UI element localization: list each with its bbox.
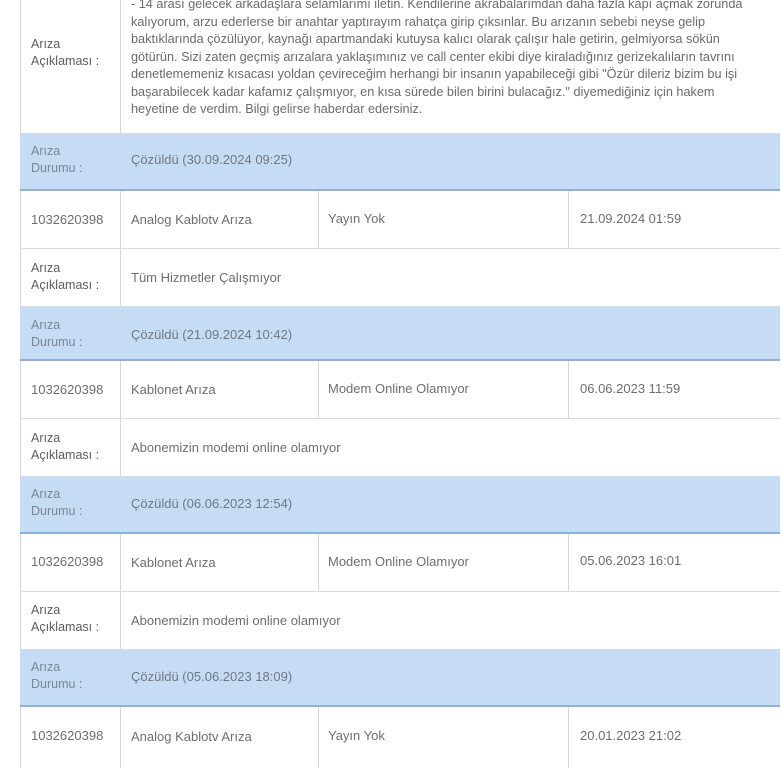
fault-date: 21.09.2024 01:59 <box>580 211 682 226</box>
fault-type: Analog Kablotv Arıza <box>131 212 252 227</box>
record-id: 1032620398 <box>31 554 104 569</box>
fault-date: 06.06.2023 11:59 <box>580 381 681 396</box>
description-label-line2: Açıklaması : <box>31 620 100 634</box>
status-label-line2: Durumu : <box>31 335 83 349</box>
description-label-line1: Arıza <box>31 431 61 445</box>
fault-issue: Modem Online Olamıyor <box>328 554 469 569</box>
status-label-line1: Arıza <box>31 144 61 158</box>
status-row <box>20 477 780 534</box>
description-text: - 14 arası gelecek arkadaşlara selamlarımı iletin. Kendilerine akrabalarımdan daha fazla kapı açmak zorunda kalıyorum, arzu ederlerse bir anahtar yaptırayım rahatça girip çıksınlar. Bu arızanın sebebi neyse gelip baktıklarında çözülüyor, kaynağı apartmandaki kutuysa kalıcı olarak çalışır hale getirin, gelmiyorsa sökün götürün. Sizi zaten geçmiş arızalara yaklaşımınız ve call center ekibi diye kiraladığınız gerizekalıların tavrını denetlememeniz kısacası yoldan çevireceğim herhangi bir insanın yapabileceği gibi "Özür dileriz bizim bu işi başarabilecek kadar kafamız çalışmıyor, en kısa sürede bilen birini bulacağız." diyemediğiniz için hakem heyetine de verdim. Bilgi gelirse haberdar edersiniz. <box>131 0 743 116</box>
fault-issue: Yayın Yok <box>328 728 385 743</box>
fault-type: Kablonet Arıza <box>131 555 216 570</box>
status-value: Çözüldü (30.09.2024 09:25) <box>131 152 293 167</box>
description-text: Abonemizin modemi online olamıyor <box>131 440 341 455</box>
status-value: Çözüldü (21.09.2024 10:42) <box>131 327 293 342</box>
status-label-line2: Durumu : <box>31 677 83 691</box>
fault-date: 20.01.2023 21:02 <box>580 728 682 743</box>
table-row[interactable] <box>20 191 780 249</box>
status-label-line2: Durumu : <box>31 504 83 518</box>
status-row <box>20 650 780 707</box>
fault-date: 05.06.2023 16:01 <box>580 553 682 568</box>
table-row[interactable] <box>20 707 780 768</box>
description-text: Tüm Hizmetler Çalışmıyor <box>131 270 282 285</box>
record-id: 1032620398 <box>31 382 104 397</box>
description-label-line2: Açıklaması : <box>31 54 100 68</box>
record-id: 1032620398 <box>31 728 104 743</box>
description-label-line2: Açıklaması : <box>31 448 100 462</box>
description-label-line2: Açıklaması : <box>31 278 100 292</box>
record-id: 1032620398 <box>31 212 104 227</box>
description-row <box>20 0 780 134</box>
description-row <box>20 592 780 650</box>
table-row[interactable] <box>20 534 780 592</box>
status-row <box>20 307 780 361</box>
fault-type: Analog Kablotv Arıza <box>131 729 252 744</box>
status-row <box>20 134 780 191</box>
description-label-line1: Arıza <box>31 603 61 617</box>
description-label-line1: Arıza <box>31 37 61 51</box>
status-label-line1: Arıza <box>31 660 61 674</box>
status-label-line2: Durumu : <box>31 161 83 175</box>
description-row <box>20 249 780 307</box>
description-label-line1: Arıza <box>31 261 61 275</box>
status-value: Çözüldü (06.06.2023 12:54) <box>131 496 293 511</box>
status-label-line1: Arıza <box>31 487 61 501</box>
status-value: Çözüldü (05.06.2023 18:09) <box>131 669 293 684</box>
description-text: Abonemizin modemi online olamıyor <box>131 613 341 628</box>
fault-issue: Modem Online Olamıyor <box>328 381 469 396</box>
status-label-line1: Arıza <box>31 318 61 332</box>
fault-type: Kablonet Arıza <box>131 382 216 397</box>
fault-issue: Yayın Yok <box>328 211 385 226</box>
description-row <box>20 419 780 477</box>
table-row[interactable] <box>20 361 780 419</box>
